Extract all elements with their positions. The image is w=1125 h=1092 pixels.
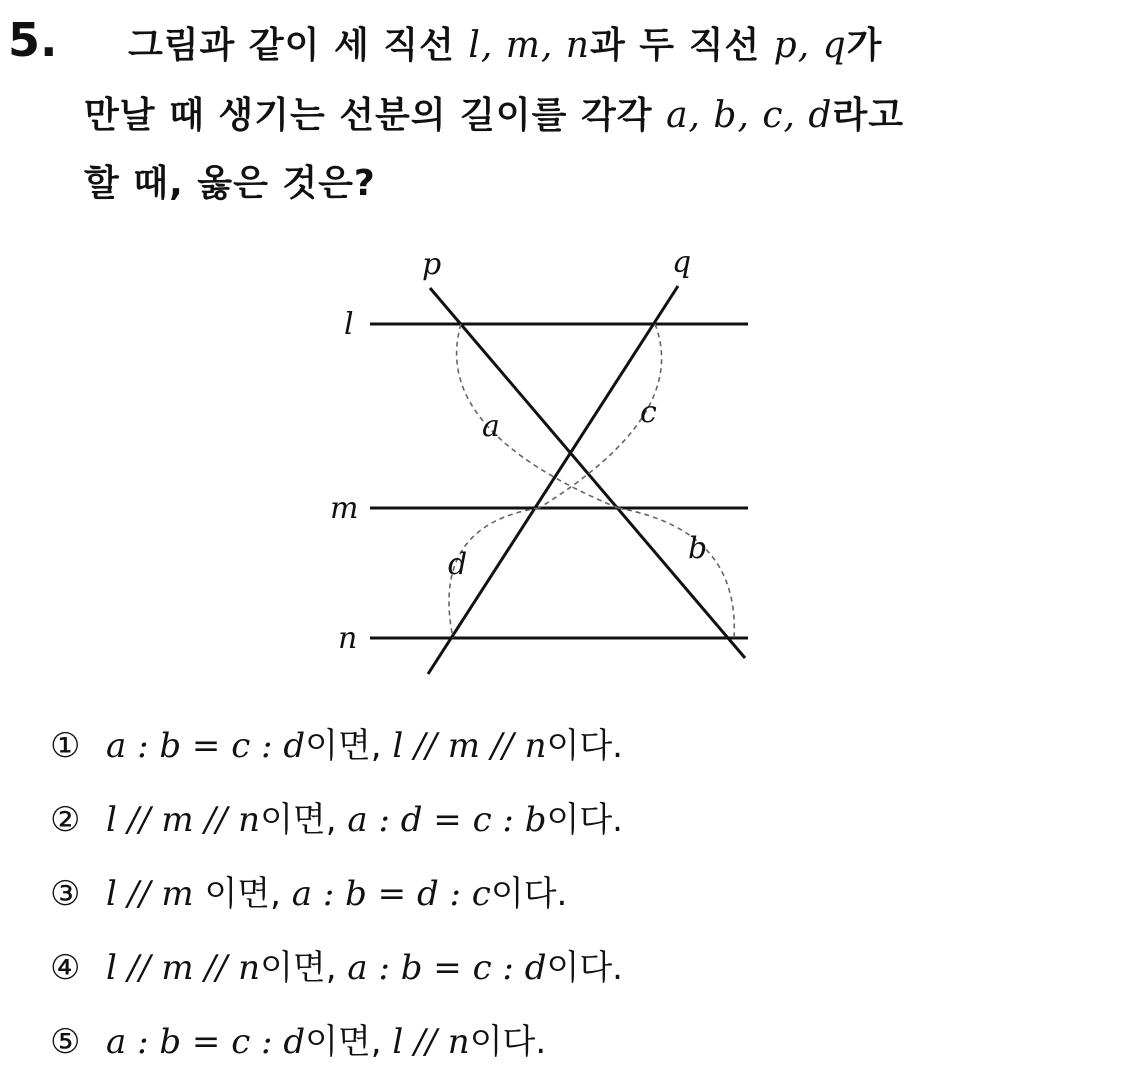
stem-math: l, m, n: [468, 25, 590, 66]
stem-math: a, b, c, d: [666, 95, 833, 136]
question-number: 5.: [8, 13, 58, 67]
stem-text: 만날 때 생기는 선분의 길이를 각각: [84, 95, 667, 136]
label-n: n: [338, 621, 358, 656]
choice-marker: ②: [50, 800, 81, 840]
question-stem-line-1: [128, 18, 882, 74]
label-c: c: [640, 395, 657, 430]
choice-result: l // m // n: [392, 726, 547, 766]
line-q: [428, 286, 678, 674]
choice-condition: a : b = c : d: [106, 1022, 306, 1062]
figure-svg: [300, 240, 780, 690]
label-p: p: [422, 247, 442, 282]
stem-text: 가: [846, 25, 883, 66]
choice-result: a : b = d : c: [291, 874, 491, 914]
geometry-figure: [300, 240, 780, 690]
choice-5[interactable]: [50, 1018, 623, 1092]
choice-condition: a : b = c : d: [106, 726, 306, 766]
stem-text: 라고: [832, 95, 905, 136]
choice-text: 이다.: [490, 874, 568, 914]
choice-text: 이다.: [469, 1022, 547, 1062]
label-a: a: [482, 409, 500, 444]
choice-2[interactable]: [50, 796, 623, 870]
choice-3[interactable]: [50, 870, 623, 944]
choice-condition: l // m // n: [106, 800, 261, 840]
stem-text: 과 두 직선: [589, 25, 774, 66]
choice-text: 이다.: [546, 726, 623, 766]
choice-result: a : b = c : d: [347, 948, 547, 988]
choice-text: 이다.: [546, 948, 623, 988]
choice-4[interactable]: [50, 944, 623, 1018]
answer-choices: [50, 722, 623, 1092]
label-q: q: [672, 245, 692, 280]
choice-condition: l // m: [106, 874, 194, 914]
choice-marker: ③: [50, 874, 81, 914]
label-d: d: [448, 547, 468, 582]
choice-text: 이면,: [305, 726, 393, 766]
label-m: m: [330, 491, 359, 526]
choice-marker: ⑤: [50, 1022, 81, 1062]
choice-1[interactable]: [50, 722, 623, 796]
line-p: [430, 288, 745, 658]
choice-marker: ④: [50, 948, 81, 988]
question-stem-line-3: 할 때, 옳은 것은?: [84, 163, 376, 204]
choice-text: 이면,: [193, 874, 292, 914]
choice-marker: ①: [50, 726, 81, 766]
choice-condition: l // m // n: [106, 948, 261, 988]
stem-text: 그림과 같이 세 직선: [128, 25, 469, 66]
question-stem-line-2: [84, 88, 904, 144]
choice-result: l // n: [392, 1022, 470, 1062]
choice-text: 이면,: [260, 948, 348, 988]
choice-text: 이면,: [305, 1022, 393, 1062]
label-l: l: [344, 307, 354, 342]
label-b: b: [688, 531, 708, 566]
choice-text: 이면,: [260, 800, 348, 840]
choice-text: 이다.: [546, 800, 623, 840]
stem-math: p, q: [773, 25, 847, 66]
choice-result: a : d = c : b: [347, 800, 547, 840]
